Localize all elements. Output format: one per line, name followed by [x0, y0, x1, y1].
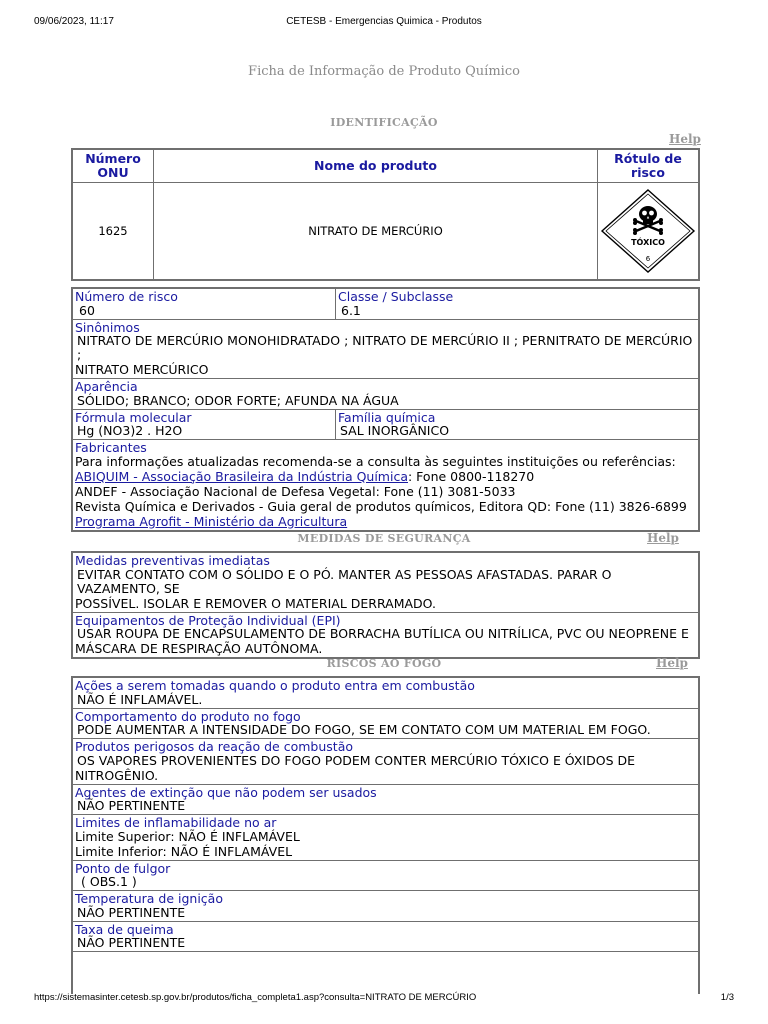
- manufacturers-label: Fabricantes: [75, 440, 147, 455]
- print-title: CETESB - Emergencias Quimica - Produtos: [286, 16, 482, 27]
- section-title-identificacao: IDENTIFICAÇÃO: [330, 116, 438, 129]
- appearance-label: Aparência: [75, 379, 138, 394]
- toxic-hazard-diamond-icon: [600, 188, 696, 274]
- risk-number-label: Número de risco: [75, 289, 178, 304]
- risk-class-row: [73, 289, 698, 319]
- burn-rate-value: NÃO PERTINENTE: [77, 935, 186, 950]
- product-details-block: [71, 287, 700, 532]
- synonyms-label: Sinônimos: [75, 319, 140, 335]
- svg-text:TÓXICO: TÓXICO: [631, 238, 665, 247]
- lower-limit-value: Limite Inferior: NÃO É INFLAMÁVEL: [75, 843, 293, 859]
- flammability-limits-label: Limites de inflamabilidade no ar: [75, 815, 277, 830]
- flash-point-label: Ponto de fulgor: [75, 860, 171, 876]
- preventive-measures-line2: POSSÍVEL. ISOLAR E REMOVER O MATERIAL DERRAMADO.: [75, 595, 436, 611]
- risk-number-value: 60: [79, 302, 95, 318]
- class-label: Classe / Subclasse: [338, 289, 454, 304]
- preventive-measures-label: Medidas preventivas imediatas: [75, 553, 270, 568]
- formula-label: Fórmula molecular: [75, 409, 192, 425]
- synonyms-value-line2: NITRATO MERCÚRICO: [75, 362, 209, 377]
- synonyms-row: [73, 319, 698, 379]
- page-title: Ficha de Informação de Produto Químico: [248, 64, 520, 79]
- combustion-actions-value: NÃO É INFLAMÁVEL.: [77, 691, 203, 707]
- abiquim-line: [73, 470, 698, 485]
- preventive-measures-line1: EVITAR CONTATO COM O SÓLIDO E O PÓ. MANTER AS PESSOAS AFASTADAS. PARAR O VAZAMENTO, SE: [77, 566, 612, 596]
- abiquim-phone: : Fone 0800-118270: [408, 468, 535, 484]
- combustion-products-line2: NITROGÊNIO.: [75, 767, 159, 783]
- epi-line1: USAR ROUPA DE ENCAPSULAMENTO DE BORRACHA BUTÍLICA OU NITRÍLICA, PVC OU NEOPRENE E: [77, 626, 689, 641]
- onu-number: 1625: [72, 183, 154, 281]
- col-header-nome: Nome do produto: [154, 149, 598, 183]
- section-title-seguranca: MEDIDAS DE SEGURANÇA: [297, 532, 471, 545]
- col-header-onu: Número ONU: [72, 149, 154, 183]
- help-link-seguranca[interactable]: Help: [647, 531, 679, 545]
- ignition-temp-row: [73, 890, 698, 921]
- combustion-actions-row: [73, 678, 698, 708]
- print-page-number: 1/3: [720, 992, 734, 1003]
- col-header-rotulo: Rótulo de risco: [598, 149, 700, 183]
- flash-point-row: [73, 860, 698, 891]
- upper-limit-value: Limite Superior: NÃO É INFLAMÁVEL: [75, 828, 300, 844]
- fire-behavior-value: PODE AUMENTAR A INTENSIDADE DO FOGO, SE EM CONTATO COM UM MATERIAL EM FOGO.: [77, 722, 651, 737]
- help-link-identificacao[interactable]: Help: [669, 132, 701, 146]
- abiquim-link[interactable]: ABIQUIM - Associação Brasileira da Indústria Química: [75, 468, 408, 484]
- extinguishing-agents-value: NÃO PERTINENTE: [77, 798, 186, 813]
- fire-behavior-row: [73, 708, 698, 739]
- section-title-fogo: RISCOS AO FOGO: [326, 657, 442, 670]
- fire-behavior-label: Comportamento do produto no fogo: [75, 708, 301, 724]
- agrofit-line: [73, 515, 698, 530]
- agrofit-link[interactable]: Programa Agrofit - Ministério da Agricultura: [75, 513, 348, 529]
- synonyms-value-line1: NITRATO DE MERCÚRIO MONOHIDRATADO ; NITRATO DE MERCÚRIO II ; PERNITRATO DE MERCÚRIO ;: [77, 333, 693, 362]
- epi-row: [73, 612, 698, 658]
- manufacturers-row: [73, 439, 698, 530]
- preventive-measures-row: [73, 553, 698, 612]
- combustion-products-line1: OS VAPORES PROVENIENTES DO FOGO PODEM CONTER MERCÚRIO TÓXICO E ÓXIDOS DE: [77, 752, 635, 768]
- andef-line: ANDEF - Associação Nacional de Defesa Vegetal: Fone (11) 3081-5033: [75, 483, 516, 499]
- safety-measures-block: [71, 551, 700, 659]
- svg-text:6: 6: [645, 255, 651, 263]
- identification-table: [71, 148, 700, 281]
- family-label: Família química: [338, 409, 436, 425]
- extinguishing-agents-row: [73, 784, 698, 815]
- extinguishing-agents-label: Agentes de extinção que não podem ser usados: [75, 784, 377, 800]
- epi-line2: MÁSCARA DE RESPIRAÇÃO AUTÔNOMA.: [75, 641, 323, 656]
- product-name: NITRATO DE MERCÚRIO: [154, 183, 598, 281]
- hazard-label: [598, 183, 700, 281]
- class-value: 6.1: [341, 302, 361, 318]
- formula-family-row: [73, 409, 698, 440]
- print-url: https://sistemasinter.cetesb.sp.gov.br/produtos/ficha_completa1.asp?consulta=NITRATO DE MERCÚRIO: [34, 992, 477, 1003]
- print-header: [34, 16, 734, 30]
- formula-value: Hg (NO3)2 . H2O: [77, 423, 183, 438]
- burn-rate-row: [73, 921, 698, 953]
- revista-line: Revista Química e Derivados - Guia geral de produtos químicos, Editora QD: Fone (11) 3826-6899: [75, 498, 687, 514]
- burn-rate-label: Taxa de queima: [75, 921, 174, 937]
- help-link-fogo[interactable]: Help: [656, 656, 688, 670]
- manufacturers-intro: Para informações atualizadas recomenda-se a consulta às seguintes instituições ou referências:: [75, 453, 676, 469]
- combustion-products-label: Produtos perigosos da reação de combustão: [75, 739, 353, 754]
- combustion-actions-label: Ações a serem tomadas quando o produto entra em combustão: [75, 678, 475, 693]
- epi-label: Equipamentos de Proteção Individual (EPI): [75, 612, 341, 628]
- flash-point-value: ( OBS.1 ): [81, 874, 137, 889]
- appearance-value: SÓLIDO; BRANCO; ODOR FORTE; AFUNDA NA ÁGUA: [77, 392, 399, 408]
- flammability-limits-row: [73, 814, 698, 860]
- print-footer: [34, 992, 734, 1006]
- fire-risks-block: [71, 676, 700, 994]
- print-datetime: 09/06/2023, 11:17: [34, 16, 114, 27]
- appearance-row: [73, 378, 698, 409]
- ignition-temp-label: Temperatura de ignição: [75, 891, 223, 906]
- family-value: SAL INORGÂNICO: [340, 423, 450, 438]
- combustion-products-row: [73, 738, 698, 784]
- ignition-temp-value: NÃO PERTINENTE: [77, 904, 186, 920]
